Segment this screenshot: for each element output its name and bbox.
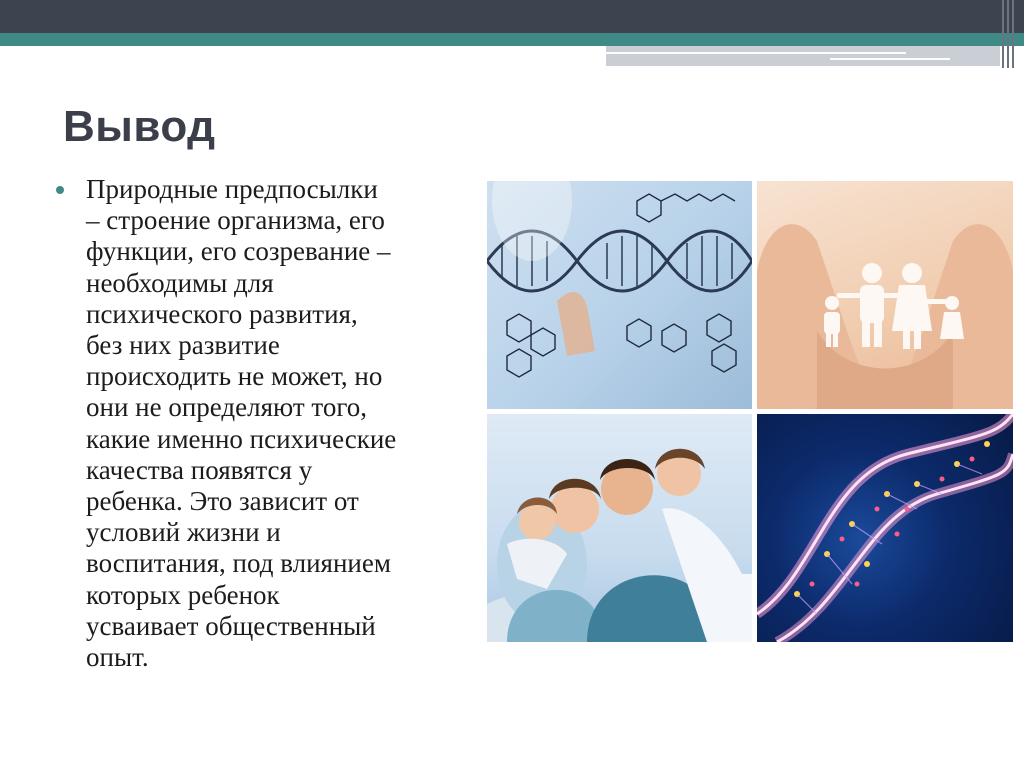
bullet-dot <box>56 186 64 194</box>
hands-holding-family-photo <box>757 181 1013 409</box>
happy-family-photo <box>487 414 752 642</box>
glowing-dna-helix-photo <box>757 414 1013 642</box>
dna-molecule-photo <box>487 181 752 409</box>
bullet-text: Природные предпосылки – строение организма, его функции, его созревание – необходимы для психического развития, без них развитие происходить не может, но они не определяют того, какие именно психические качества появятся у ребенка. Это зависит от условий жизни и воспитания, под влиянием которых ребенок усваивает общественный опыт. <box>86 174 397 673</box>
header-band-gray <box>606 46 1000 66</box>
corner-decoration <box>1000 0 1016 68</box>
slide-title: Вывод <box>63 102 216 151</box>
header-band-dark <box>0 0 1024 33</box>
header-stripe <box>606 52 906 54</box>
header-stripe <box>830 58 950 60</box>
header-band-teal <box>0 33 1024 46</box>
